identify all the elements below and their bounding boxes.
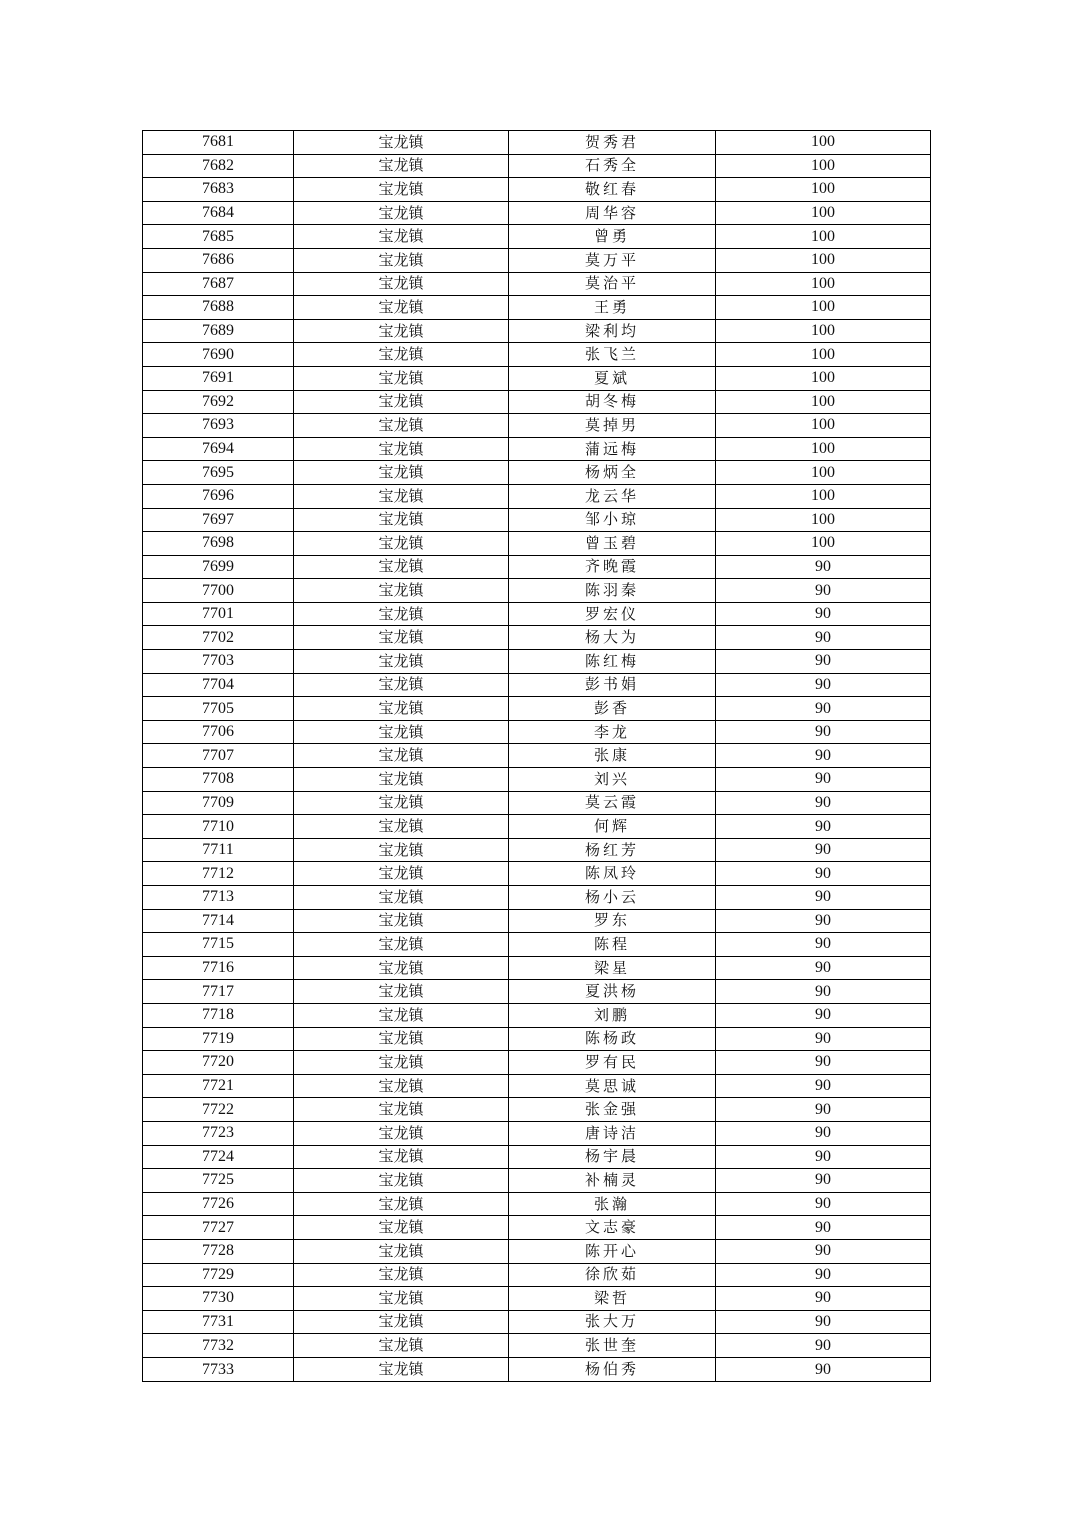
table-row [143, 1051, 930, 1075]
amount-cell: 90 [815, 935, 831, 953]
table-row [143, 579, 930, 603]
row-number-cell: 7715 [143, 933, 294, 956]
town-cell: 宝龙镇 [294, 414, 509, 437]
amount-cell: 90 [815, 864, 831, 882]
amount-cell: 100 [811, 416, 835, 434]
table-row [143, 886, 930, 910]
person-name-cell: 李龙 [509, 721, 716, 744]
table-row [143, 1028, 930, 1052]
town-cell: 宝龙镇 [294, 556, 509, 579]
town-cell: 宝龙镇 [294, 131, 509, 154]
amount-cell: 90 [815, 605, 831, 623]
town-cell: 宝龙镇 [294, 839, 509, 862]
table-row [143, 155, 930, 179]
town-cell: 宝龙镇 [294, 980, 509, 1003]
row-number-cell: 7724 [143, 1146, 294, 1169]
town-cell: 宝龙镇 [294, 1028, 509, 1051]
table-row [143, 1169, 930, 1193]
amount-cell: 90 [815, 1289, 831, 1307]
person-name-cell: 陈凤玲 [509, 862, 716, 885]
person-name-cell: 莫掉男 [509, 414, 716, 437]
table-row [143, 320, 930, 344]
person-name-cell: 莫治平 [509, 273, 716, 296]
table-row [143, 603, 930, 627]
row-number-cell: 7684 [143, 202, 294, 225]
row-number-cell: 7716 [143, 957, 294, 980]
row-number-cell: 7700 [143, 579, 294, 602]
table-row [143, 1358, 930, 1382]
town-cell: 宝龙镇 [294, 697, 509, 720]
row-number-cell: 7686 [143, 249, 294, 272]
person-name-cell: 杨红芳 [509, 839, 716, 862]
row-number-cell: 7713 [143, 886, 294, 909]
person-name-cell: 杨大为 [509, 626, 716, 649]
person-name-cell: 张飞兰 [509, 343, 716, 366]
row-number-cell: 7696 [143, 485, 294, 508]
town-cell: 宝龙镇 [294, 1358, 509, 1382]
town-cell: 宝龙镇 [294, 1122, 509, 1145]
row-number-cell: 7707 [143, 744, 294, 767]
person-name-cell: 敬红春 [509, 178, 716, 201]
person-name-cell: 张世奎 [509, 1334, 716, 1357]
table-row [143, 839, 930, 863]
amount-cell: 100 [811, 204, 835, 222]
table-row [143, 957, 930, 981]
person-name-cell: 陈羽秦 [509, 579, 716, 602]
town-cell: 宝龙镇 [294, 1169, 509, 1192]
amount-cell: 90 [815, 1218, 831, 1236]
town-cell: 宝龙镇 [294, 485, 509, 508]
amount-cell: 100 [811, 156, 835, 174]
table-row [143, 249, 930, 273]
town-cell: 宝龙镇 [294, 461, 509, 484]
town-cell: 宝龙镇 [294, 1098, 509, 1121]
table-row [143, 509, 930, 533]
table-row [143, 721, 930, 745]
row-number-cell: 7693 [143, 414, 294, 437]
table-row [143, 1311, 930, 1335]
amount-cell: 90 [815, 581, 831, 599]
town-cell: 宝龙镇 [294, 933, 509, 956]
amount-cell: 90 [815, 959, 831, 977]
person-name-cell: 补楠灵 [509, 1169, 716, 1192]
person-name-cell: 梁利均 [509, 320, 716, 343]
person-name-cell: 陈红梅 [509, 650, 716, 673]
amount-cell: 100 [811, 251, 835, 269]
town-cell: 宝龙镇 [294, 1287, 509, 1310]
row-number-cell: 7687 [143, 273, 294, 296]
amount-cell: 100 [811, 440, 835, 458]
data-table [142, 130, 931, 1382]
amount-cell: 90 [815, 817, 831, 835]
table-row [143, 1264, 930, 1288]
person-name-cell: 王勇 [509, 296, 716, 319]
row-number-cell: 7689 [143, 320, 294, 343]
table-row [143, 367, 930, 391]
table-row [143, 273, 930, 297]
amount-cell: 90 [815, 699, 831, 717]
town-cell: 宝龙镇 [294, 1311, 509, 1334]
town-cell: 宝龙镇 [294, 178, 509, 201]
amount-cell: 90 [815, 1100, 831, 1118]
row-number-cell: 7732 [143, 1334, 294, 1357]
row-number-cell: 7708 [143, 768, 294, 791]
amount-cell: 90 [815, 675, 831, 693]
person-name-cell: 文志豪 [509, 1216, 716, 1239]
row-number-cell: 7725 [143, 1169, 294, 1192]
town-cell: 宝龙镇 [294, 225, 509, 248]
town-cell: 宝龙镇 [294, 296, 509, 319]
person-name-cell: 莫思诚 [509, 1075, 716, 1098]
row-number-cell: 7701 [143, 603, 294, 626]
row-number-cell: 7720 [143, 1051, 294, 1074]
amount-cell: 90 [815, 1147, 831, 1165]
row-number-cell: 7685 [143, 225, 294, 248]
person-name-cell: 齐晚霞 [509, 556, 716, 579]
table-row [143, 438, 930, 462]
amount-cell: 90 [815, 982, 831, 1000]
row-number-cell: 7697 [143, 509, 294, 532]
person-name-cell: 莫云霞 [509, 792, 716, 815]
town-cell: 宝龙镇 [294, 1240, 509, 1263]
amount-cell: 100 [811, 180, 835, 198]
row-number-cell: 7726 [143, 1193, 294, 1216]
table-row [143, 792, 930, 816]
table-row [143, 815, 930, 839]
town-cell: 宝龙镇 [294, 815, 509, 838]
person-name-cell: 刘兴 [509, 768, 716, 791]
town-cell: 宝龙镇 [294, 391, 509, 414]
row-number-cell: 7719 [143, 1028, 294, 1051]
amount-cell: 90 [815, 888, 831, 906]
amount-cell: 100 [811, 133, 835, 151]
amount-cell: 90 [815, 723, 831, 741]
amount-cell: 90 [815, 1077, 831, 1095]
town-cell: 宝龙镇 [294, 1193, 509, 1216]
table-row [143, 862, 930, 886]
person-name-cell: 梁星 [509, 957, 716, 980]
person-name-cell: 张金强 [509, 1098, 716, 1121]
row-number-cell: 7704 [143, 674, 294, 697]
row-number-cell: 7712 [143, 862, 294, 885]
amount-cell: 90 [815, 841, 831, 859]
table-row [143, 1098, 930, 1122]
person-name-cell: 刘鹏 [509, 1004, 716, 1027]
town-cell: 宝龙镇 [294, 744, 509, 767]
amount-cell: 90 [815, 652, 831, 670]
town-cell: 宝龙镇 [294, 626, 509, 649]
amount-cell: 100 [811, 534, 835, 552]
table-row [143, 131, 930, 155]
person-name-cell: 张康 [509, 744, 716, 767]
amount-cell: 100 [811, 369, 835, 387]
amount-cell: 90 [815, 911, 831, 929]
person-name-cell: 彭香 [509, 697, 716, 720]
amount-cell: 90 [815, 628, 831, 646]
table-row [143, 225, 930, 249]
row-number-cell: 7694 [143, 438, 294, 461]
amount-cell: 90 [815, 793, 831, 811]
town-cell: 宝龙镇 [294, 1051, 509, 1074]
table-row [143, 1075, 930, 1099]
person-name-cell: 杨宇晨 [509, 1146, 716, 1169]
row-number-cell: 7706 [143, 721, 294, 744]
person-name-cell: 邹小琼 [509, 509, 716, 532]
person-name-cell: 贺秀君 [509, 131, 716, 154]
person-name-cell: 陈杨政 [509, 1028, 716, 1051]
person-name-cell: 唐诗洁 [509, 1122, 716, 1145]
town-cell: 宝龙镇 [294, 886, 509, 909]
table-row [143, 202, 930, 226]
row-number-cell: 7698 [143, 532, 294, 555]
town-cell: 宝龙镇 [294, 910, 509, 933]
town-cell: 宝龙镇 [294, 1004, 509, 1027]
town-cell: 宝龙镇 [294, 249, 509, 272]
table-row [143, 1146, 930, 1170]
person-name-cell: 夏斌 [509, 367, 716, 390]
town-cell: 宝龙镇 [294, 1264, 509, 1287]
person-name-cell: 张大万 [509, 1311, 716, 1334]
row-number-cell: 7714 [143, 910, 294, 933]
town-cell: 宝龙镇 [294, 579, 509, 602]
person-name-cell: 陈开心 [509, 1240, 716, 1263]
row-number-cell: 7729 [143, 1264, 294, 1287]
amount-cell: 100 [811, 298, 835, 316]
row-number-cell: 7682 [143, 155, 294, 178]
town-cell: 宝龙镇 [294, 957, 509, 980]
person-name-cell: 杨小云 [509, 886, 716, 909]
town-cell: 宝龙镇 [294, 367, 509, 390]
table-row [143, 391, 930, 415]
person-name-cell: 徐欣茹 [509, 1264, 716, 1287]
row-number-cell: 7717 [143, 980, 294, 1003]
table-row [143, 485, 930, 509]
table-row [143, 650, 930, 674]
town-cell: 宝龙镇 [294, 721, 509, 744]
town-cell: 宝龙镇 [294, 509, 509, 532]
amount-cell: 100 [811, 227, 835, 245]
town-cell: 宝龙镇 [294, 438, 509, 461]
row-number-cell: 7711 [143, 839, 294, 862]
town-cell: 宝龙镇 [294, 1146, 509, 1169]
person-name-cell: 夏洪杨 [509, 980, 716, 1003]
table-row [143, 768, 930, 792]
row-number-cell: 7691 [143, 367, 294, 390]
row-number-cell: 7721 [143, 1075, 294, 1098]
table-row [143, 178, 930, 202]
amount-cell: 90 [815, 770, 831, 788]
amount-cell: 100 [811, 392, 835, 410]
table-row [143, 1122, 930, 1146]
table-row [143, 744, 930, 768]
amount-cell: 100 [811, 322, 835, 340]
person-name-cell: 彭书娟 [509, 674, 716, 697]
person-name-cell: 石秀全 [509, 155, 716, 178]
person-name-cell: 蒲远梅 [509, 438, 716, 461]
row-number-cell: 7702 [143, 626, 294, 649]
town-cell: 宝龙镇 [294, 532, 509, 555]
town-cell: 宝龙镇 [294, 862, 509, 885]
table-row [143, 697, 930, 721]
amount-cell: 90 [815, 1360, 831, 1378]
table-row [143, 674, 930, 698]
row-number-cell: 7681 [143, 131, 294, 154]
town-cell: 宝龙镇 [294, 674, 509, 697]
table-row [143, 626, 930, 650]
person-name-cell: 何辉 [509, 815, 716, 838]
row-number-cell: 7723 [143, 1122, 294, 1145]
amount-cell: 90 [815, 1171, 831, 1189]
row-number-cell: 7722 [143, 1098, 294, 1121]
row-number-cell: 7703 [143, 650, 294, 673]
table-row [143, 1004, 930, 1028]
person-name-cell: 曾玉碧 [509, 532, 716, 555]
row-number-cell: 7718 [143, 1004, 294, 1027]
person-name-cell: 胡冬梅 [509, 391, 716, 414]
amount-cell: 100 [811, 487, 835, 505]
amount-cell: 100 [811, 274, 835, 292]
table-row [143, 1193, 930, 1217]
row-number-cell: 7731 [143, 1311, 294, 1334]
amount-cell: 90 [815, 1195, 831, 1213]
person-name-cell: 陈程 [509, 933, 716, 956]
amount-cell: 90 [815, 1053, 831, 1071]
town-cell: 宝龙镇 [294, 1334, 509, 1357]
table-row [143, 414, 930, 438]
row-number-cell: 7727 [143, 1216, 294, 1239]
table-row [143, 343, 930, 367]
row-number-cell: 7699 [143, 556, 294, 579]
row-number-cell: 7710 [143, 815, 294, 838]
table-row [143, 556, 930, 580]
town-cell: 宝龙镇 [294, 1216, 509, 1239]
table-row [143, 910, 930, 934]
amount-cell: 90 [815, 1242, 831, 1260]
town-cell: 宝龙镇 [294, 768, 509, 791]
person-name-cell: 莫万平 [509, 249, 716, 272]
town-cell: 宝龙镇 [294, 202, 509, 225]
town-cell: 宝龙镇 [294, 273, 509, 296]
town-cell: 宝龙镇 [294, 1075, 509, 1098]
amount-cell: 100 [811, 463, 835, 481]
person-name-cell: 罗东 [509, 910, 716, 933]
amount-cell: 90 [815, 746, 831, 764]
amount-cell: 90 [815, 1265, 831, 1283]
row-number-cell: 7683 [143, 178, 294, 201]
row-number-cell: 7728 [143, 1240, 294, 1263]
person-name-cell: 罗宏仪 [509, 603, 716, 626]
town-cell: 宝龙镇 [294, 650, 509, 673]
row-number-cell: 7709 [143, 792, 294, 815]
amount-cell: 90 [815, 557, 831, 575]
person-name-cell: 张瀚 [509, 1193, 716, 1216]
amount-cell: 90 [815, 1336, 831, 1354]
person-name-cell: 龙云华 [509, 485, 716, 508]
town-cell: 宝龙镇 [294, 320, 509, 343]
table-row [143, 980, 930, 1004]
town-cell: 宝龙镇 [294, 343, 509, 366]
person-name-cell: 周华容 [509, 202, 716, 225]
amount-cell: 90 [815, 1312, 831, 1330]
table-row [143, 1334, 930, 1358]
amount-cell: 100 [811, 510, 835, 528]
table-row [143, 1216, 930, 1240]
table-row [143, 461, 930, 485]
row-number-cell: 7733 [143, 1358, 294, 1382]
person-name-cell: 梁哲 [509, 1287, 716, 1310]
row-number-cell: 7730 [143, 1287, 294, 1310]
table-row [143, 532, 930, 556]
amount-cell: 90 [815, 1029, 831, 1047]
town-cell: 宝龙镇 [294, 603, 509, 626]
table-row [143, 1287, 930, 1311]
table-row [143, 1240, 930, 1264]
person-name-cell: 杨伯秀 [509, 1358, 716, 1382]
table-row [143, 933, 930, 957]
person-name-cell: 杨炳全 [509, 461, 716, 484]
amount-cell: 90 [815, 1006, 831, 1024]
amount-cell: 100 [811, 345, 835, 363]
town-cell: 宝龙镇 [294, 155, 509, 178]
person-name-cell: 罗有民 [509, 1051, 716, 1074]
row-number-cell: 7692 [143, 391, 294, 414]
town-cell: 宝龙镇 [294, 792, 509, 815]
row-number-cell: 7695 [143, 461, 294, 484]
table-row [143, 296, 930, 320]
amount-cell: 90 [815, 1124, 831, 1142]
person-name-cell: 曾勇 [509, 225, 716, 248]
row-number-cell: 7688 [143, 296, 294, 319]
row-number-cell: 7705 [143, 697, 294, 720]
row-number-cell: 7690 [143, 343, 294, 366]
